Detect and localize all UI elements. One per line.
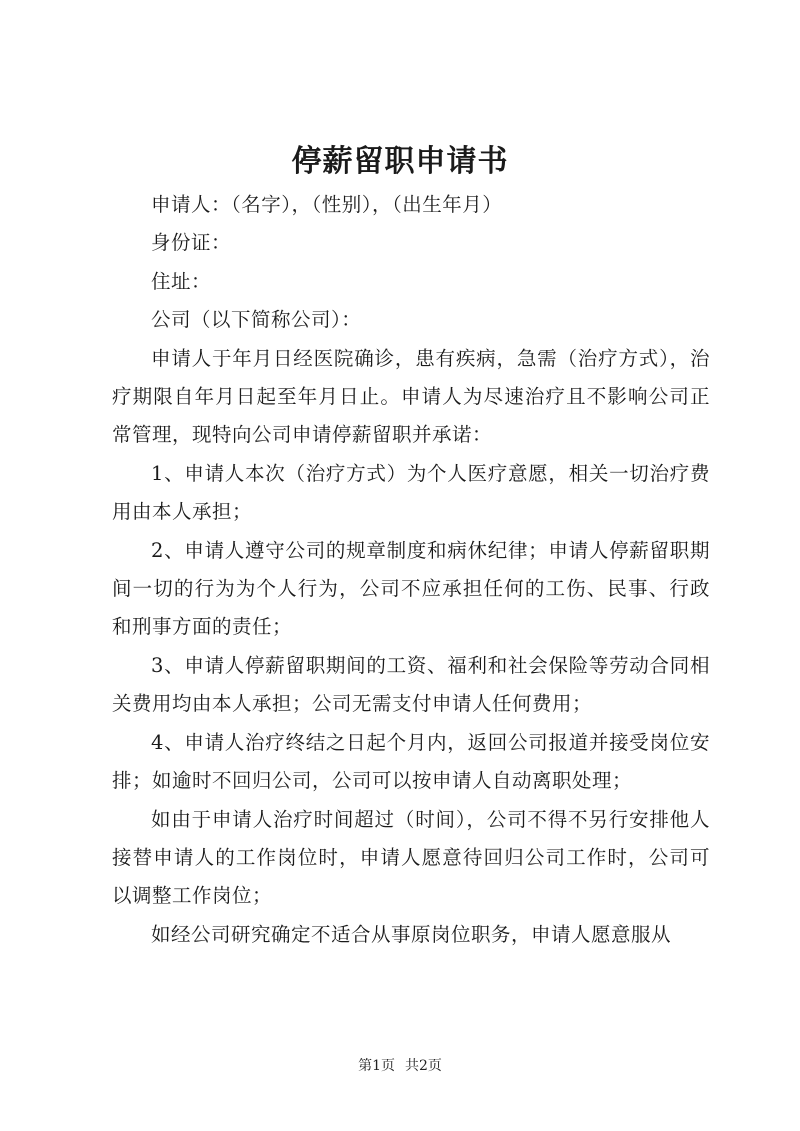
paragraph-position-adjustment: 如经公司研究确定不适合从事原岗位职务，申请人愿意服从 [151, 922, 672, 946]
paragraph-commitment-2: 2、申请人遵守公司的规章制度和病休纪律；申请人停薪留职期间一切的行为为个人行为，公司不应承担任何的工伤、民事、行政和刑事方面的责任； [112, 538, 710, 639]
paragraph-address: 住址： [151, 269, 212, 293]
paragraph-request: 申请人于年月日经医院确诊，患有疾病，急需（治疗方式），治疗期限自年月日起至年月日止。申请人为尽速治疗且不影响公司正常管理，现特向公司申请停薪留职并承诺： [112, 346, 710, 447]
paragraph-commitment-4: 4、申请人治疗终结之日起个月内，返回公司报道并接受岗位安排；如逾时不回归公司，公司可以按申请人自动离职处理； [112, 730, 710, 793]
document-title: 停薪留职申请书 [291, 144, 509, 179]
paragraph-position-replacement: 如由于申请人治疗时间超过（时间），公司不得不另行安排他人接替申请人的工作岗位时，申请人愿意待回归公司工作时，公司可以调整工作岗位； [112, 807, 710, 908]
paragraph-id-card: 身份证： [151, 231, 232, 255]
page-number-total: 共2页 [405, 1058, 442, 1074]
paragraph-commitment-3: 3、申请人停薪留职期间的工资、福利和社会保险等劳动合同相关费用均由本人承担；公司无需支付申请人任何费用； [112, 653, 710, 716]
document-body [112, 186, 710, 954]
paragraph-commitment-1: 1、申请人本次（治疗方式）为个人医疗意愿，相关一切治疗费用由本人承担； [112, 461, 710, 524]
page-footer [0, 1056, 800, 1076]
paragraph-company: 公司（以下简称公司）： [151, 308, 362, 332]
page-number-current: 第1页 [358, 1058, 395, 1074]
paragraph-applicant: 申请人：（名字），（性别），（出生年月） [151, 193, 503, 216]
